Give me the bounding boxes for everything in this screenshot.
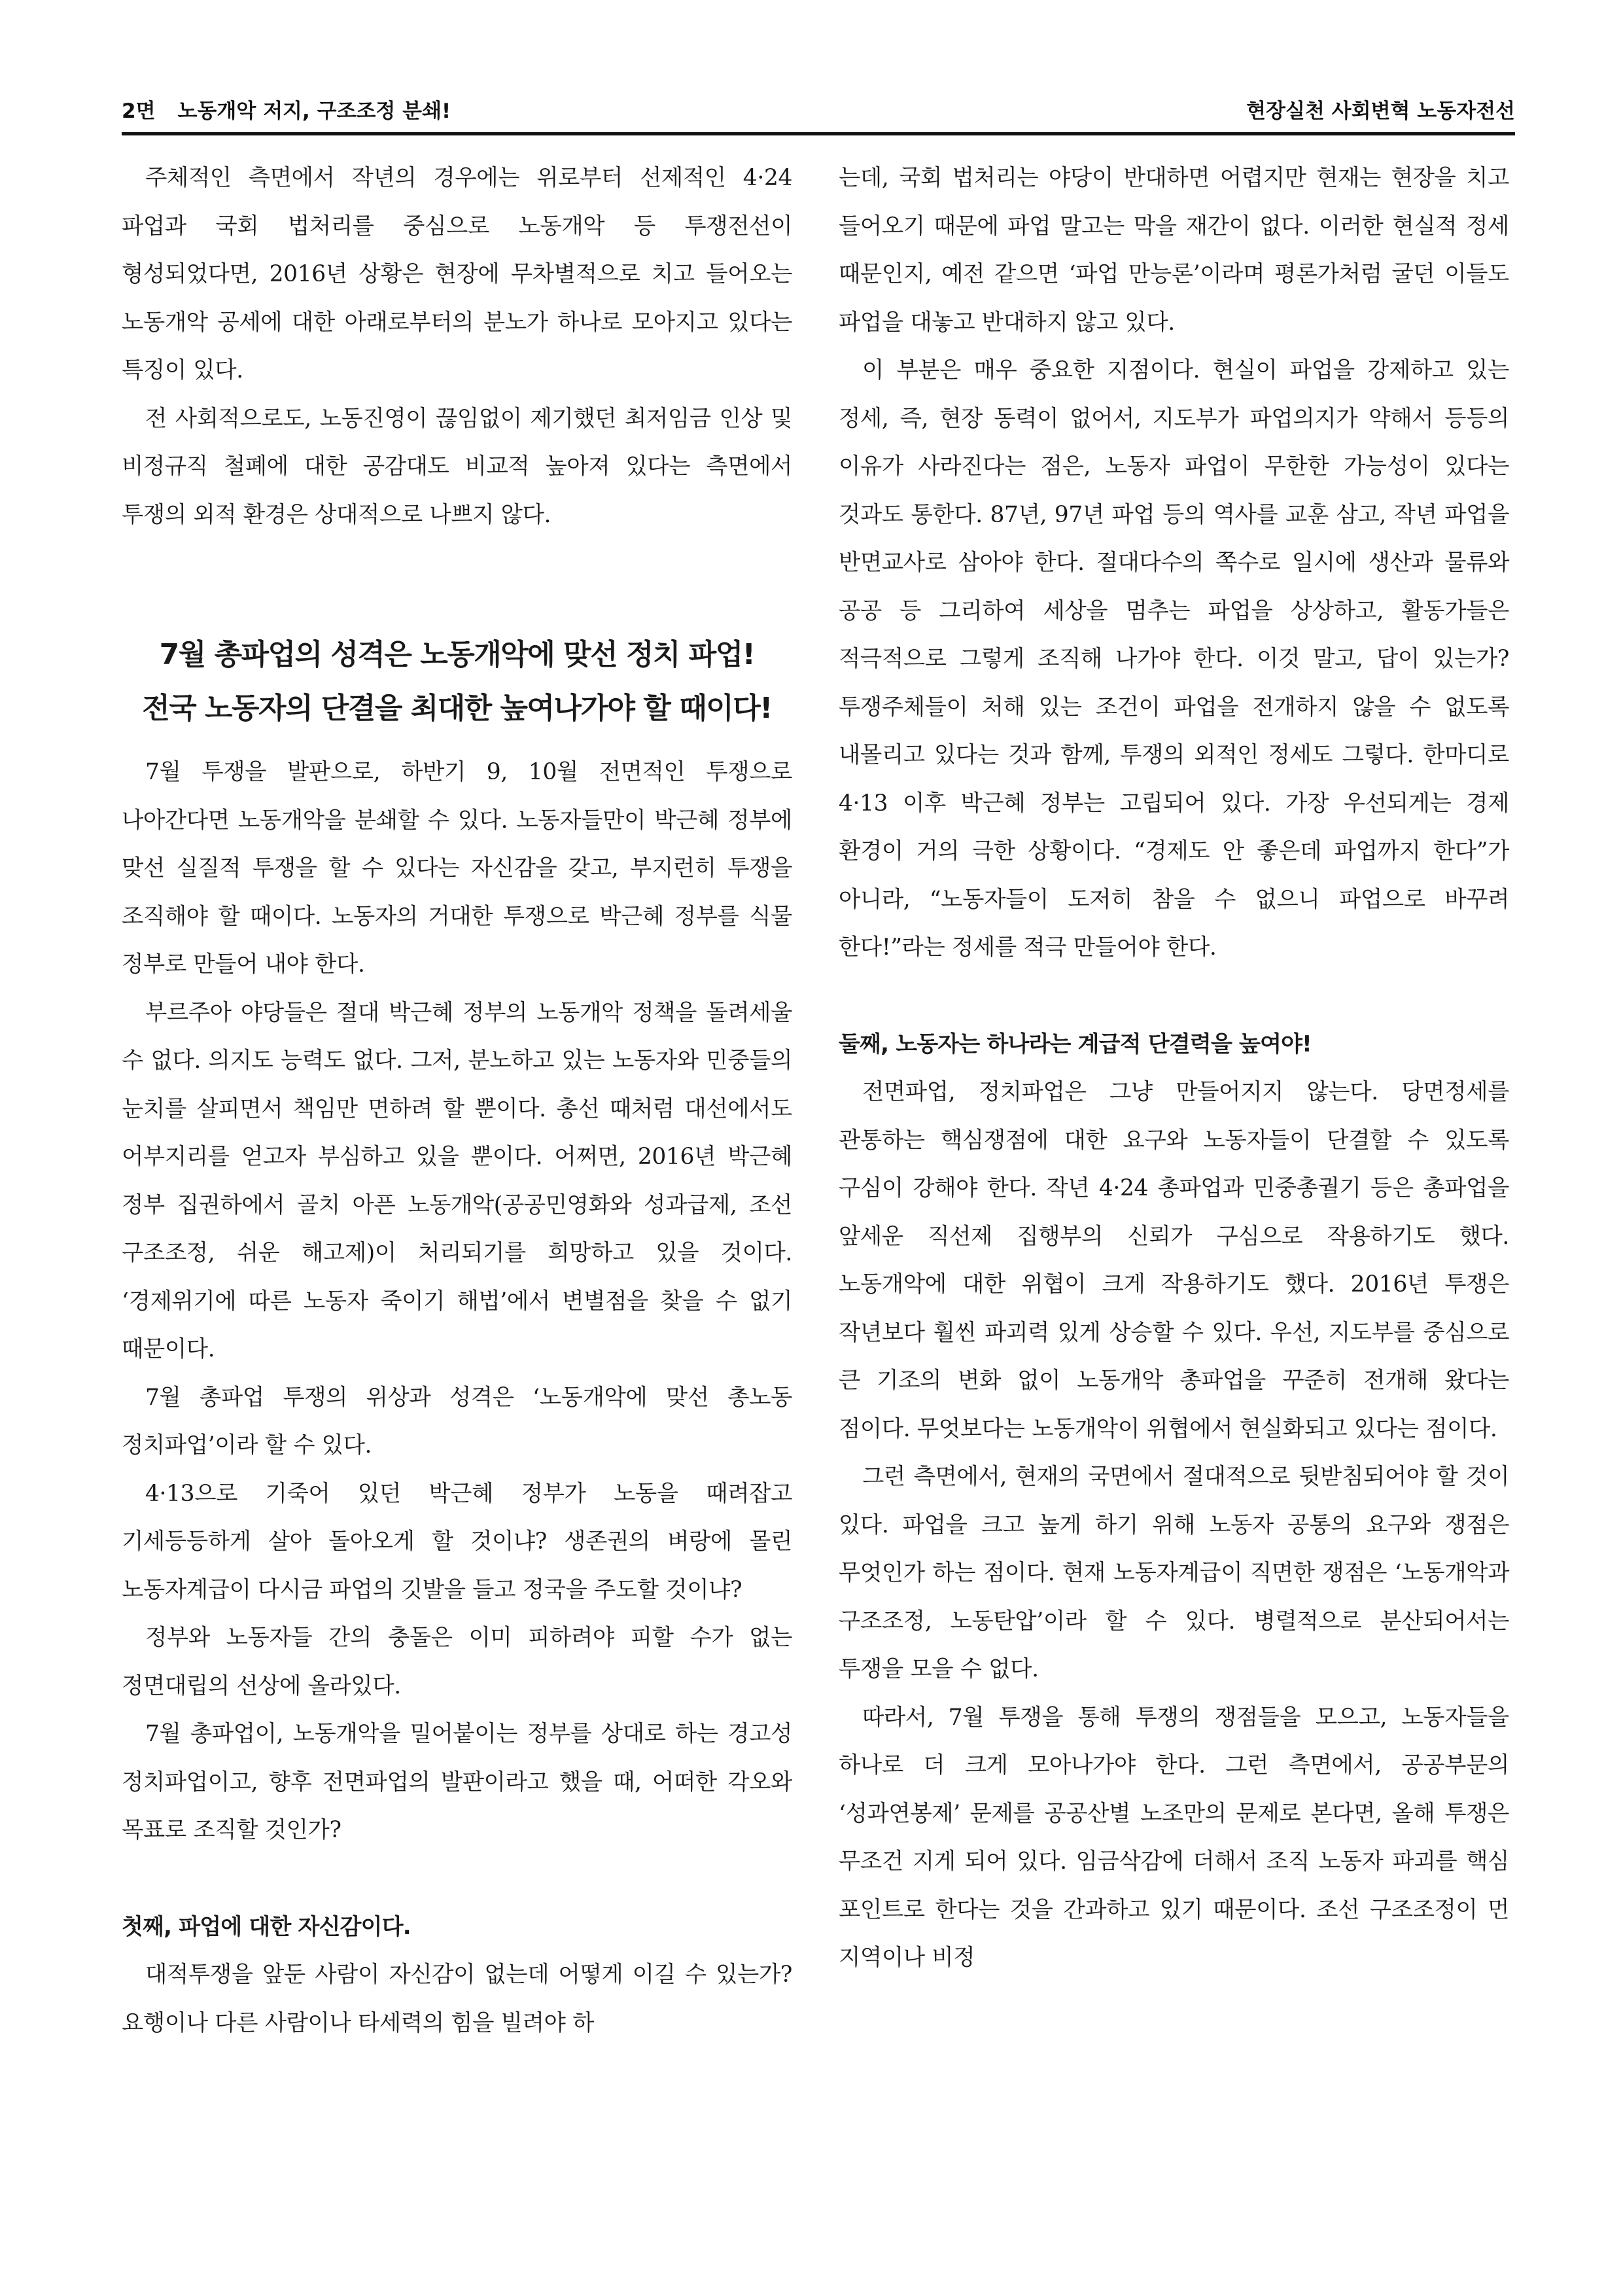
page-header [122,85,1515,126]
paragraph: 대적투쟁을 앞둔 사람이 자신감이 없는데 어떻게 이길 수 있는가? 요행이나 다른 사람이나 타세력의 힘을 빌려야 하 [122,1962,792,2036]
page-number: 2면 [122,99,156,123]
paragraph: 7월 총파업 투쟁의 위상과 성격은 ‘노동개악에 맞선 총노동 정치파업’이라 할 수 있다. [122,1384,792,1458]
header-left-title: 노동개악 저지, 구조조정 분쇄! [177,99,451,123]
right-column [839,154,1509,1983]
paragraph: 이 부분은 매우 중요한 지점이다. 현실이 파업을 강제하고 있는 정세, 즉, 현장 동력이 없어서, 지도부가 파업의지가 약해서 등등의 이유가 사라진다는 점은, 노동자 파업이 무한한 가능성이 있다는 것과도 통한다. 87년, 97년 파업 등의 역사를 교훈 삼고, 작년 파업을 반면교사로 삼아야 한다. 절대다수의 쪽수로 일시에 생산과 물류와 공공 등 그리하여 세상을 멈추는 파업을 상상하고, 활동가들은 적극적으로 그렇게 조직해 나가야 한다. 이것 말고, 답이 있는가? 투쟁주체들이 처해 있는 조건이 파업을 전개하지 않을 수 없도록 내몰리고 있다는 것과 함께, 투쟁의 외적인 정세도 그렇다. 한마디로 4·13 이후 박근혜 정부는 고립되어 있다. 가장 우선되게는 경제 환경이 거의 극한 상황이다. “경제도 안 좋은데 파업까지 한다”가 아니라, “노동자들이 도저히 참을 수 없으니 파업으로 바꾸려 한다!”라는 정세를 적극 만들어야 한다. [839,357,1509,961]
paragraph: 7월 투쟁을 발판으로, 하반기 9, 10월 전면적인 투쟁으로 나아간다면 노동개악을 분쇄할 수 있다. 노동자들만이 박근혜 정부에 맞선 실질적 투쟁을 할 수 있다는 자신감을 갖고, 부지런히 투쟁을 조직해야 할 때이다. 노동자의 거대한 투쟁으로 박근혜 정부를 식물 정부로 만들어 내야 한다. [122,759,792,978]
section-title-line1: 7월 총파업의 성격은 노동개악에 맞선 정치 파업! [159,638,755,671]
subheading-first: 첫째, 파업에 대한 자신감이다. [122,1913,411,1940]
section-title-line2: 전국 노동자의 단결을 최대한 높여나가야 할 때이다! [142,692,772,725]
paragraph-continued: 는데, 국회 법처리는 야당이 반대하면 어렵지만 현재는 현장을 치고 들어오기 때문에 파업 말고는 막을 재간이 없다. 이러한 현실적 정세 때문인지, 예전 같으면 ‘파업 만능론’이라며 평론가처럼 굴던 이들도 파업을 대놓고 반대하지 않고 있다. [839,165,1509,336]
spacer [122,735,792,749]
paragraph: 부르주아 야당들은 절대 박근혜 정부의 노동개악 정책을 돌려세울 수 없다. 의지도 능력도 없다. 그저, 분노하고 있는 노동자와 민중들의 눈치를 살피면서 책임만 면하려 할 뿐이다. 총선 때처럼 대선에서도 어부지리를 얻고자 부심하고 있을 뿐이다. 어쩌면, 2016년 박근혜 정부 집권하에서 골치 아픈 노동개악(공공민영화와 성과급제, 조선 구조조정, 쉬운 해고제)이 처리되기를 희망하고 있을 것이다. ‘경제위기에 따른 노동자 죽이기 해법’에서 변별점을 찾을 수 없기 때문이다. [122,999,792,1362]
left-column [122,154,792,2047]
paragraph: 주체적인 측면에서 작년의 경우에는 위로부터 선제적인 4·24 파업과 국회 법처리를 중심으로 노동개악 등 투쟁전선이 형성되었다면, 2016년 상황은 현장에 무차별적으로 치고 들어오는 노동개악 공세에 대한 아래로부터의 분노가 하나로 모아지고 있다는 특징이 있다. [122,165,792,383]
paragraph: 따라서, 7월 투쟁을 통해 투쟁의 쟁점들을 모으고, 노동자들을 하나로 더 크게 모아나가야 한다. 그런 측면에서, 공공부문의 ‘성과연봉제’ 문제를 공공산별 노조만의 문제로 본다면, 올해 투쟁은 무조건 지게 되어 있다. 임금삭감에 더해서 조직 노동자 파괴를 핵심 포인트로 한다는 것을 간과하고 있기 때문이다. 조선 구조조정이 먼 지역이나 비정 [839,1704,1509,1971]
header-rule [122,132,1515,135]
header-left [122,94,451,124]
spacer [839,972,1509,1021]
spacer [122,539,792,628]
paragraph: 전면파업, 정치파업은 그냥 만들어지지 않는다. 당면정세를 관통하는 핵심쟁점에 대한 요구와 노동자들이 단결할 수 있도록 구심이 강해야 한다. 작년 4·24 총파업과 민중총궐기 등은 총파업을 앞세운 직선제 집행부의 신뢰가 구심으로 작용하기도 했다. 노동개악에 대한 위협이 크게 작용하기도 했다. 2016년 투쟁은 작년보다 훨씬 파괴력 있게 상승할 수 있다. 우선, 지도부를 중심으로 큰 기조의 변화 없이 노동개악 총파업을 꾸준히 전개해 왔다는 점이다. 무엇보다는 노동개악이 위협에서 현실화되고 있다는 점이다. [839,1079,1509,1442]
header-right-title: 현장실천 사회변혁 노동자전선 [1246,99,1515,123]
subheading-second: 둘째, 노동자는 하나라는 계급적 단결력을 높여야! [839,1031,1312,1057]
paragraph: 정부와 노동자들 간의 충돌은 이미 피하려야 피할 수가 없는 정면대립의 선상에 올라있다. [122,1625,792,1699]
spacer [122,1855,792,1903]
paragraph: 4·13으로 기죽어 있던 박근혜 정부가 노동을 때려잡고 기세등등하게 살아 돌아오게 할 것이냐? 생존권의 벼랑에 몰린 노동자계급이 다시금 파업의 깃발을 들고 정국을 주도할 것이냐? [122,1480,792,1603]
paragraph: 그런 측면에서, 현재의 국면에서 절대적으로 뒷받침되어야 할 것이 있다. 파업을 크고 높게 하기 위해 노동자 공통의 요구와 쟁점은 무엇인가 하는 점이다. 현재 노동자계급이 직면한 쟁점은 ‘노동개악과 구조조정, 노동탄압’이라 할 수 있다. 병렬적으로 분산되어서는 투쟁을 모을 수 없다. [839,1464,1509,1682]
paragraph: 7월 총파업이, 노동개악을 밀어붙이는 정부를 상대로 하는 경고성 정치파업이고, 향후 전면파업의 발판이라고 했을 때, 어떠한 각오와 목표로 조직할 것인가? [122,1721,792,1843]
paragraph: 전 사회적으로도, 노동진영이 끊임없이 제기했던 최저임금 인상 및 비정규직 철폐에 대한 공감대도 비교적 높아져 있다는 측면에서 투쟁의 외적 환경은 상대적으로 나쁘지 않다. [122,405,792,528]
